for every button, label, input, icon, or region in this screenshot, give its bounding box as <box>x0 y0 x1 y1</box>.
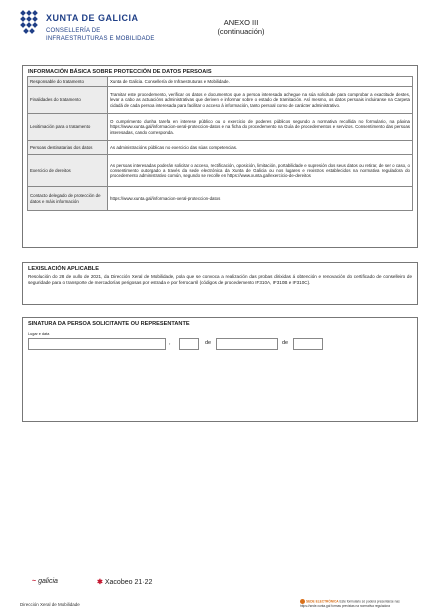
row-key: Finalidades do tratamento <box>28 87 108 114</box>
day-field[interactable] <box>179 338 199 350</box>
place-date-label: Lugar e data <box>28 332 50 336</box>
year-field[interactable] <box>293 338 323 350</box>
xacobeo-shell-icon: ✱ <box>97 579 103 586</box>
annex-title: ANEXO III <box>223 18 259 27</box>
logo-name: XUNTA DE GALICIA <box>46 13 139 23</box>
sede-note-text-2: formas previstas na normativa reguladora <box>331 604 391 608</box>
row-value: As administracións públicas no exercicio das súas competencias. <box>108 141 413 155</box>
xunta-cross-icon <box>20 10 40 36</box>
galicia-logo <box>32 578 58 585</box>
footer-organization: Dirección Xeral de Mobilidade <box>20 602 80 607</box>
annex-heading <box>186 18 296 36</box>
row-key: Lexitimación para o tratamento <box>28 114 108 141</box>
table-row <box>28 141 413 155</box>
row-value: As persoas interesadas poderán solicitar o acceso, rectificación, oposición, limitación, portabilidade e supresión dos seus datos ou retirar, de ser o caso, o consentimento outorgado a través da sede electrónica da Xunta de Galicia ou nos lugares e rexistros establecidos na normativa reguladora do procedemento administrativo común, segundo se recolle en https://www.xunta.gal/exercicio-de-dereitos <box>108 155 413 187</box>
sede-electronica-note <box>300 599 426 608</box>
xacobeo-logo-text: Xacobeo 21·22 <box>104 579 153 586</box>
data-protection-section <box>22 65 418 248</box>
row-key: Exercicio de dereitos <box>28 155 108 187</box>
row-key: Contacto delegado de protección de datos e máis información <box>28 187 108 211</box>
row-key: Responsable do tratamento <box>28 77 108 87</box>
galicia-swirl-icon: ~ <box>32 578 37 585</box>
galicia-logo-text: galicia <box>38 578 58 585</box>
table-row <box>28 87 413 114</box>
legislation-section <box>22 262 418 305</box>
de-separator-1: de <box>205 340 212 346</box>
xunta-logo <box>20 10 180 58</box>
month-field[interactable] <box>216 338 278 350</box>
annex-subtitle: (continuación) <box>217 27 265 36</box>
legislation-title: LEXISLACIÓN APLICABLE <box>28 266 99 272</box>
sede-note-text-1: Este formulario só poderá presentarse nas <box>339 599 400 604</box>
data-protection-table <box>27 76 413 211</box>
row-value: https://www.xunta.gal/informacion-xeral-proteccion-datos <box>108 187 413 211</box>
legislation-body: Resolución do 28 de xullo de 2021, da Dirección Xeral de Mobilidade, pola que se convoca a realización das probas dirixidas á obtención e renovación do certificado de conselleiro de seguridade para o transporte de mercadorías perigosas por estrada e por ferrocarril (códigos de procedemento IF310A, IF310B e IF310C). <box>28 274 412 285</box>
table-row <box>28 77 413 87</box>
sede-electronica-label: SEDE ELECTRÓNICA <box>306 599 339 604</box>
place-field[interactable] <box>28 338 166 350</box>
row-value: Tramitar este procedemento, verificar os datos e documentos que a persoa interesada achegue na súa solicitude para comprobar a exactitude destes, levar a cabo as actuacións administrativas que deriven e informar sobre o estado de tramitación. Así mesmo, os datos persoais incluiranse na Carpeta cidadá de cada persoa interesada para facilitar o acceso á información, tanto persoal como de carácter administrativo. <box>108 87 413 114</box>
table-row <box>28 155 413 187</box>
table-row <box>28 187 413 211</box>
row-value: O cumprimento dunha tarefa en interese público ou o exercicio de poderes públicos segundo a normativa recollida no formulario, na páxina https://www.xunta.gal/informacion-xeral-proteccion-datos e na ficha do procedemento na Guía de procedementos e servizos. Consentimento das persoas interesadas, cando corresponda. <box>108 114 413 141</box>
signature-section <box>22 317 418 422</box>
xacobeo-logo <box>97 578 152 586</box>
logo-subtitle-2: INFRAESTRUTURAS E MOBILIDADE <box>46 36 155 42</box>
comma-separator: , <box>169 340 171 346</box>
logo-subtitle: CONSELLERÍA DE <box>46 28 101 34</box>
de-separator-2: de <box>282 340 289 346</box>
row-key: Persoas destinatarias dos datos <box>28 141 108 155</box>
signature-title: SINATURA DA PERSOA SOLICITANTE OU REPRESENTANTE <box>28 321 190 327</box>
table-row <box>28 114 413 141</box>
sede-url-link[interactable]: https://sede.xunta.gal <box>300 604 331 608</box>
row-value: Xunta de Galicia. Consellería de Infraestruturas e Mobilidade. <box>108 77 413 87</box>
data-protection-title: INFORMACIÓN BÁSICA SOBRE PROTECCIÓN DE DATOS PERSOAIS <box>28 69 212 75</box>
place-date-row <box>28 338 408 350</box>
